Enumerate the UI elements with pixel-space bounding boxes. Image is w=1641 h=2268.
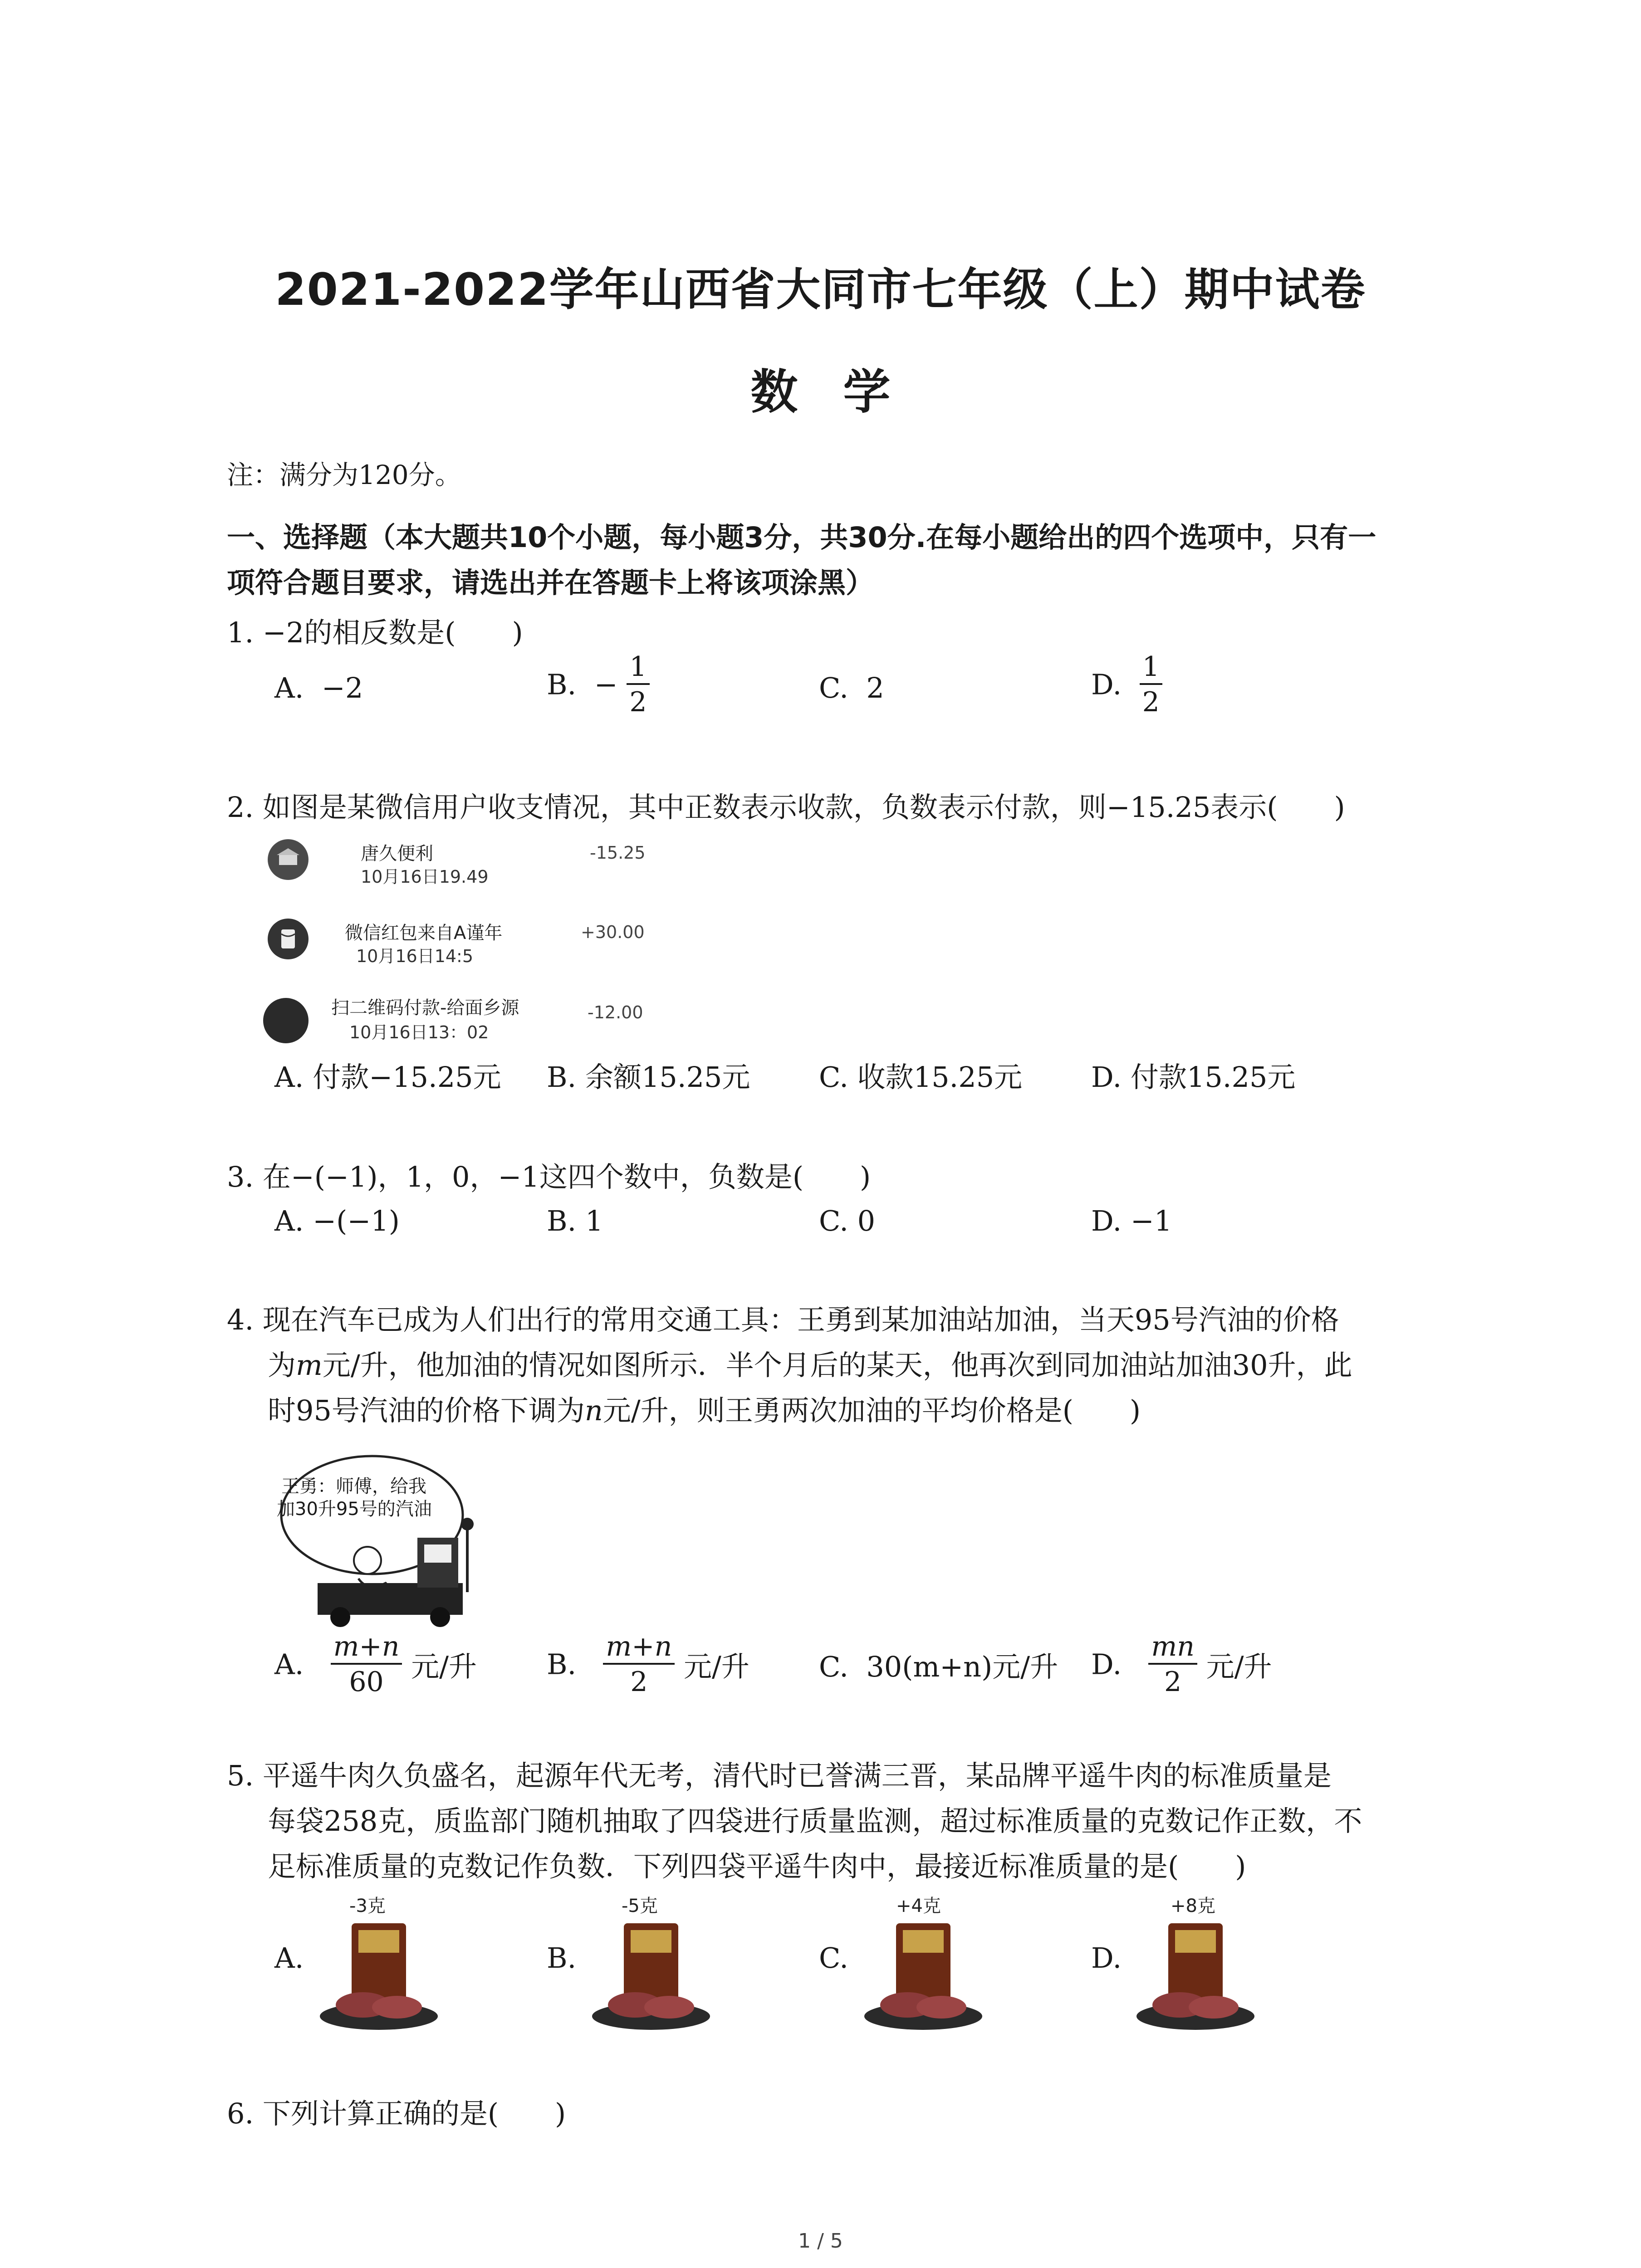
q4-b-unit: 元/升 — [683, 1650, 749, 1683]
record-name: 微信红包来自A谨年 — [345, 923, 503, 943]
q2-option-a: A. 付款−15.25元 — [274, 1061, 501, 1094]
q4-b-fraction — [603, 1633, 675, 1696]
q4-c-text: 30(m+n)元/升 — [866, 1650, 1058, 1683]
q6-stem: 6. 下列计算正确的是( ) — [227, 2097, 566, 2130]
q1-b-label: B. — [547, 668, 577, 701]
q5-option-d-weight: +8克 — [1171, 1896, 1215, 1916]
red-packet-icon — [268, 919, 309, 959]
q4-a-label: A. — [274, 1647, 304, 1681]
wechat-record — [263, 835, 671, 894]
q1-a-label: A. — [274, 671, 304, 704]
q3-option-c: C. 0 — [819, 1204, 876, 1237]
q1-d-label: D. — [1091, 668, 1122, 701]
q4-b-denominator: 2 — [630, 1666, 648, 1698]
store-icon-graphic — [268, 839, 309, 880]
q5-option-c-weight: +4克 — [896, 1896, 941, 1916]
q4-option-d — [1091, 1633, 1272, 1696]
q4-line3-post: 元/升，则王勇两次加油的平均价格是( ) — [603, 1394, 1141, 1427]
red-packet-icon-graphic — [268, 919, 309, 959]
q4-line2 — [268, 1343, 1352, 1388]
record-amount: -15.25 — [590, 843, 646, 863]
store-icon — [268, 839, 309, 880]
q3-option-a: A. −(−1) — [274, 1204, 400, 1237]
q4-line3-pre: 时95号汽油的价格下调为 — [268, 1394, 585, 1427]
page-number: 1 / 5 — [798, 2229, 843, 2253]
record-amount: -12.00 — [588, 1002, 643, 1022]
section-heading-line1: 一、选择题（本大题共10个小题，每小题3分，共30分.在每小题给出的四个选项中，只有一 — [227, 521, 1376, 554]
q1-option-d — [1091, 653, 1162, 716]
q1-stem: 1. −2的相反数是( ) — [227, 616, 523, 649]
q1-d-fraction — [1140, 653, 1162, 716]
wechat-records-figure — [263, 826, 671, 1043]
q4-b-label: B. — [547, 1647, 577, 1681]
record-time: 10月16日13：02 — [349, 1022, 489, 1042]
beef-package-image — [590, 1914, 712, 2032]
q5-option-c-label: C. — [819, 1941, 848, 1975]
q1-d-numerator: 1 — [1140, 653, 1162, 685]
q3-stem: 3. 在−(−1)，1，0，−1这四个数中，负数是( ) — [227, 1160, 871, 1193]
subject-title: 数学 — [750, 364, 936, 420]
q2-option-c: C. 收款15.25元 — [819, 1061, 1023, 1094]
q4-a-unit: 元/升 — [411, 1650, 477, 1683]
q1-b-fraction — [627, 653, 649, 716]
q4-b-numerator: m+n — [603, 1633, 675, 1665]
q1-c-label: C. — [819, 671, 848, 704]
record-amount: +30.00 — [581, 922, 645, 942]
q1-option-c — [819, 671, 884, 704]
q2-option-d: D. 付款15.25元 — [1091, 1061, 1296, 1094]
q5-option-b-label: B. — [547, 1941, 577, 1975]
exam-title: 2021-2022学年山西省大同市七年级（上）期中试卷 — [275, 264, 1366, 316]
q4-var-n: n — [584, 1394, 603, 1427]
q5-option-a-weight: -3克 — [349, 1896, 386, 1916]
q4-a-denominator: 60 — [349, 1666, 384, 1698]
q1-c-text: 2 — [866, 671, 884, 704]
q2-stem: 2. 如图是某微信用户收支情况，其中正数表示收款，负数表示付款，则−15.25表示( ) — [227, 791, 1345, 824]
q1-option-b — [547, 653, 650, 716]
q4-line2-pre: 为 — [268, 1349, 296, 1382]
q4-c-label: C. — [819, 1650, 848, 1683]
q5-line3: 足标准质量的克数记作负数．下列四袋平遥牛肉中，最接近标准质量的是( ) — [268, 1850, 1246, 1883]
q1-option-a — [274, 671, 363, 704]
q4-d-label: D. — [1091, 1647, 1122, 1681]
q4-line1: 4. 现在汽车已成为人们出行的常用交通工具：王勇到某加油站加油，当天95号汽油的价格 — [227, 1303, 1339, 1336]
q5-option-d-label: D. — [1091, 1941, 1122, 1975]
q4-d-unit: 元/升 — [1206, 1650, 1272, 1683]
q4-d-fraction — [1148, 1633, 1197, 1696]
q4-a-numerator: m+n — [331, 1633, 402, 1665]
q5-option-a-label: A. — [274, 1941, 304, 1975]
q5-line2: 每袋258克，质监部门随机抽取了四袋进行质量监测，超过标准质量的克数记作正数，不 — [268, 1804, 1362, 1838]
beef-package-image — [318, 1914, 440, 2032]
q3-option-b: B. 1 — [547, 1204, 603, 1237]
q4-d-denominator: 2 — [1164, 1666, 1182, 1698]
beef-package-image — [1134, 1914, 1257, 2032]
qr-payment-icon — [263, 998, 309, 1043]
q5-line1: 5. 平遥牛肉久负盛名，起源年代无考，清代时已誉满三晋，某品牌平遥牛肉的标准质量是 — [227, 1759, 1332, 1792]
q1-d-denominator: 2 — [1142, 686, 1160, 718]
q4-line2-post: 元/升，他加油的情况如图所示．半个月后的某天，他再次到同加油站加油30升，此 — [322, 1349, 1352, 1382]
q4-a-fraction — [331, 1633, 402, 1696]
q4-option-a — [274, 1633, 477, 1696]
q3-option-d: D. −1 — [1091, 1204, 1172, 1237]
speech-bubble-line1: 王勇：师傅，给我 — [281, 1476, 426, 1497]
q4-option-b — [547, 1633, 749, 1696]
wechat-record — [263, 914, 671, 973]
section-heading-line2: 项符合题目要求，请选出并在答题卡上将该项涂黑） — [227, 566, 874, 599]
gas-station-cartoon — [268, 1447, 504, 1628]
q1-a-text: −2 — [321, 671, 363, 704]
q5-option-b-weight: -5克 — [622, 1896, 658, 1916]
q2-option-b: B. 余额15.25元 — [547, 1061, 750, 1094]
speech-bubble-line2: 加30升95号的汽油 — [277, 1499, 432, 1520]
q1-b-denominator: 2 — [629, 686, 647, 718]
record-name: 扫二维码付款-给面乡源 — [331, 997, 519, 1018]
wechat-record — [263, 993, 671, 1052]
q4-option-c — [819, 1644, 1058, 1685]
beef-package-image — [862, 1914, 985, 2032]
record-time: 10月16日19.49 — [361, 867, 489, 887]
q4-line3 — [268, 1388, 1141, 1433]
record-name: 唐久便利 — [361, 843, 433, 864]
q4-var-m: m — [296, 1349, 323, 1382]
record-time: 10月16日14:5 — [356, 946, 474, 966]
q4-d-numerator: mn — [1148, 1633, 1197, 1665]
q1-b-sign: − — [594, 668, 618, 701]
q1-b-numerator: 1 — [627, 653, 649, 685]
score-note: 注：满分为120分。 — [227, 459, 461, 490]
